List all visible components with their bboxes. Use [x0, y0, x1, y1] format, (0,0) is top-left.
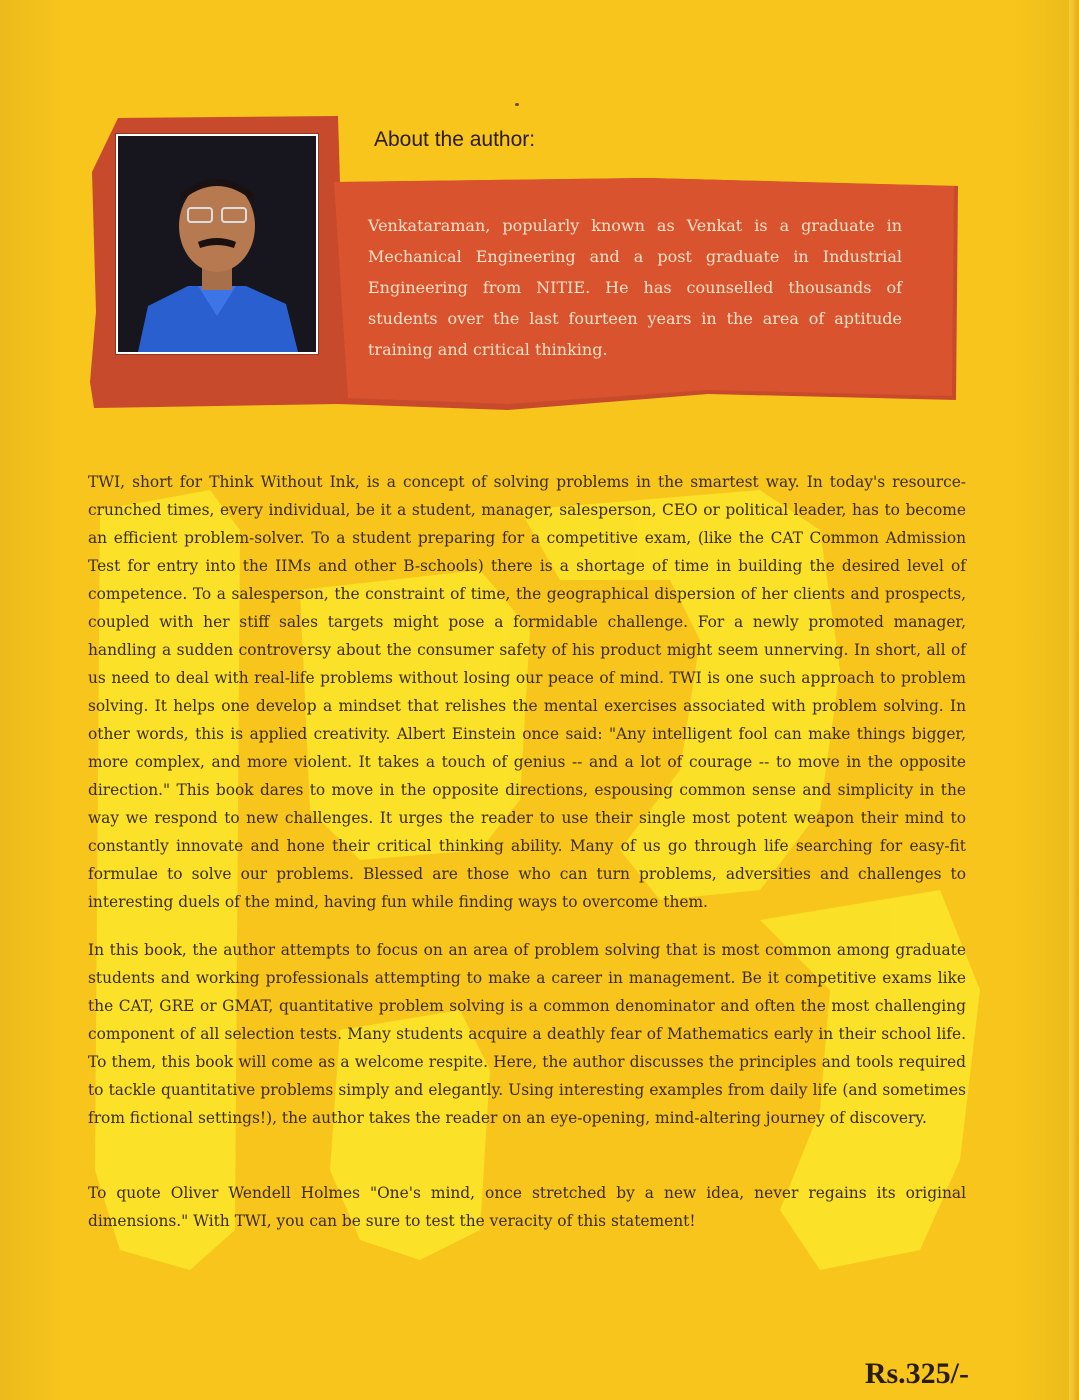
author-bio: Venkataraman, popularly known as Venkat is a graduate in Mechanical Engineering and a post graduate in Industrial Engineering from NITIE. He has counselled thousands of students over the last fourteen years in the area of aptitude training and critical thinking.: [368, 216, 902, 359]
description-paragraph-1: TWI, short for Think Without Ink, is a concept of solving problems in the smartest way. In today's resource-crunched times, every individual, be it a student, manager, salesperson, CEO or political leader, has to become an efficient problem-solver. To a student preparing for a competitive exam, (like the CAT Common Admission Test for entry into the IIMs and other B-schools) there is a shortage of time in building the desired level of competence. To a salesperson, the constraint of time, the geographical dispersion of her clients and prospects, coupled with her stiff sales targets might pose a formidable challenge. For a newly promoted manager, handling a sudden controversy about the consumer safety of his product might seem unnerving. In short, all of us need to deal with real-life problems without losing our peace of mind. TWI is one such approach to problem solving. It helps one develop a mindset that relishes the mental exercises associated with problem solving. In other words, this is applied creativity. Albert Einstein once said: "Any intelligent fool can make things bigger, more complex, and more violent. It takes a touch of genius -- and a lot of courage -- to move in the opposite direction." This book dares to move in the opposite directions, espousing common sense and simplicity in the way we respond to new challenges. It urges the reader to use their single most potent weapon their mind to constantly innovate and hone their critical thinking ability. Many of us go through life searching for easy-fit formulae to solve our problems. Blessed are those who can turn problems, adversities and challenges to interesting duels of the mind, having fun while finding ways to overcome them.: [88, 473, 966, 911]
price-label: Rs.325/-: [864, 1357, 969, 1390]
author-portrait: [118, 136, 316, 352]
about-author-heading: About the author:: [374, 128, 536, 151]
description-paragraph-2: In this book, the author attempts to focus on an area of problem solving that is most common among graduate students and working professionals attempting to make a career in management. Be it competitive exams like the CAT, GRE or GMAT, quantitative problem solving is a common denominator and often the most challenging component of all selection tests. Many students acquire a deathly fear of Mathematics early in their school life. To them, this book will come as a welcome respite. Here, the author discusses the principles and tools required to tackle quantitative problems simply and elegantly. Using interesting examples from daily life (and sometimes from fictional settings!), the author takes the reader on an eye-opening, mind-altering journey of discovery.: [88, 941, 966, 1127]
description-paragraph-3: To quote Oliver Wendell Holmes "One's mind, once stretched by a new idea, never regains its original dimensions." With TWI, you can be sure to test the veracity of this statement!: [88, 1184, 966, 1230]
cover-edge: [1069, 0, 1079, 1400]
speck: [515, 103, 519, 106]
author-photo: [116, 134, 318, 354]
